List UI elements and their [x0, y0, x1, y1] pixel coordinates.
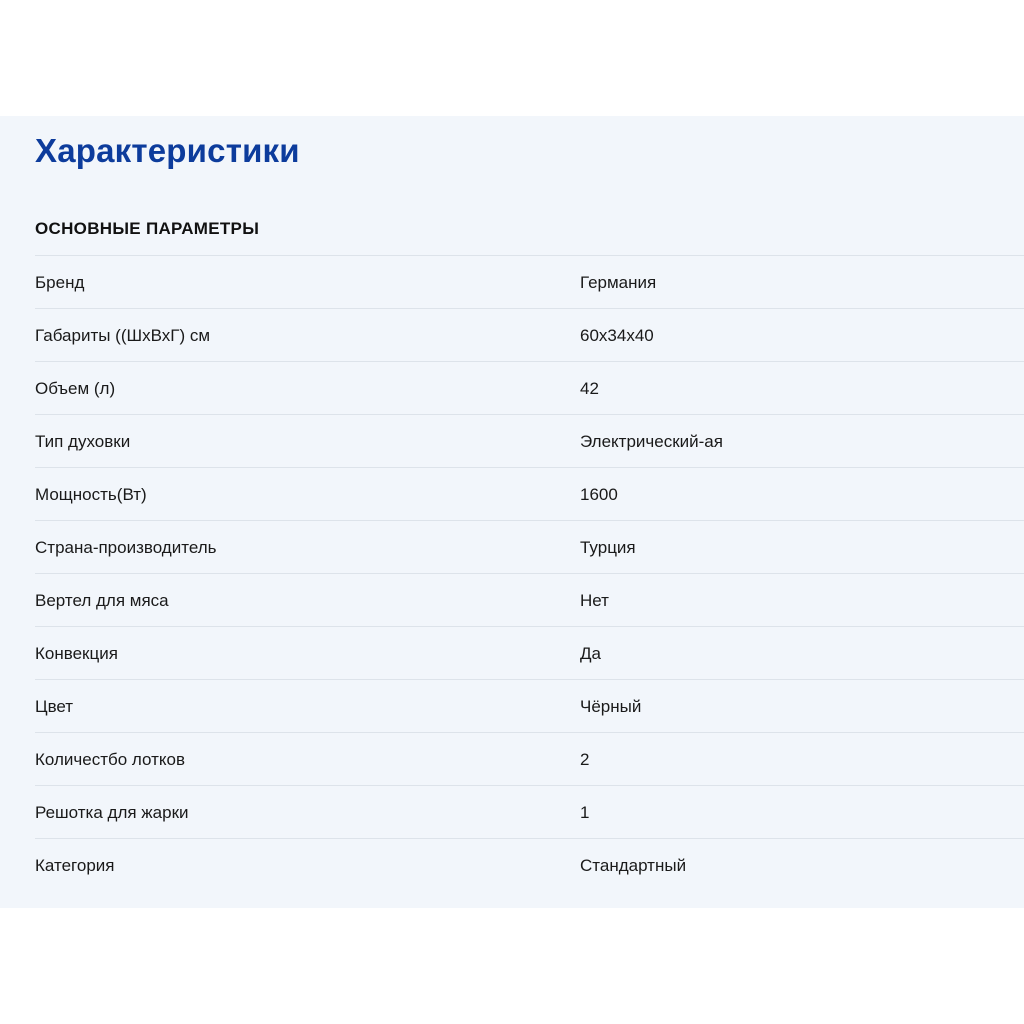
spec-list — [35, 255, 1024, 891]
spec-row-category — [35, 838, 1024, 891]
page-title: Характеристики — [35, 132, 300, 169]
spec-value: Германия — [580, 273, 657, 292]
spec-row-rotisserie — [35, 573, 1024, 626]
spec-row-brand — [35, 255, 1024, 308]
spec-row-country — [35, 520, 1024, 573]
spec-label: Габариты ((ШхВхГ) см — [35, 326, 211, 345]
spec-row-dimensions — [35, 308, 1024, 361]
spec-label: Вертел для мяса — [35, 591, 169, 610]
spec-row-convection — [35, 626, 1024, 679]
spec-label: Цвет — [35, 697, 74, 716]
spec-row-tray-count — [35, 732, 1024, 785]
section-title: ОСНОВНЫЕ ПАРАМЕТРЫ — [35, 219, 260, 238]
spec-label: Количестбо лотков — [35, 750, 186, 769]
spec-label: Объем (л) — [35, 379, 116, 398]
spec-value: Да — [580, 644, 601, 663]
spec-row-oven-type — [35, 414, 1024, 467]
spec-label: Категория — [35, 856, 115, 875]
spec-label: Тип духовки — [35, 432, 131, 451]
spec-label: Конвекция — [35, 644, 118, 663]
characteristics-panel — [0, 116, 1024, 908]
spec-value: Стандартный — [580, 856, 687, 875]
spec-row-color — [35, 679, 1024, 732]
spec-value: 2 — [580, 750, 590, 769]
spec-value: 60x34x40 — [580, 326, 654, 345]
spec-label: Бренд — [35, 273, 85, 292]
spec-value: Нет — [580, 591, 609, 610]
spec-row-volume — [35, 361, 1024, 414]
spec-value: 1600 — [580, 485, 618, 504]
spec-value: Электрический-ая — [580, 432, 723, 451]
spec-value: Чёрный — [580, 697, 642, 716]
spec-row-power — [35, 467, 1024, 520]
spec-value: Турция — [580, 538, 636, 557]
spec-label: Страна-производитель — [35, 538, 217, 557]
spec-value: 1 — [580, 803, 590, 822]
spec-label: Решотка для жарки — [35, 803, 189, 822]
spec-label: Мощность(Вт) — [35, 485, 147, 504]
spec-row-grill-rack — [35, 785, 1024, 838]
spec-value: 42 — [580, 379, 599, 398]
